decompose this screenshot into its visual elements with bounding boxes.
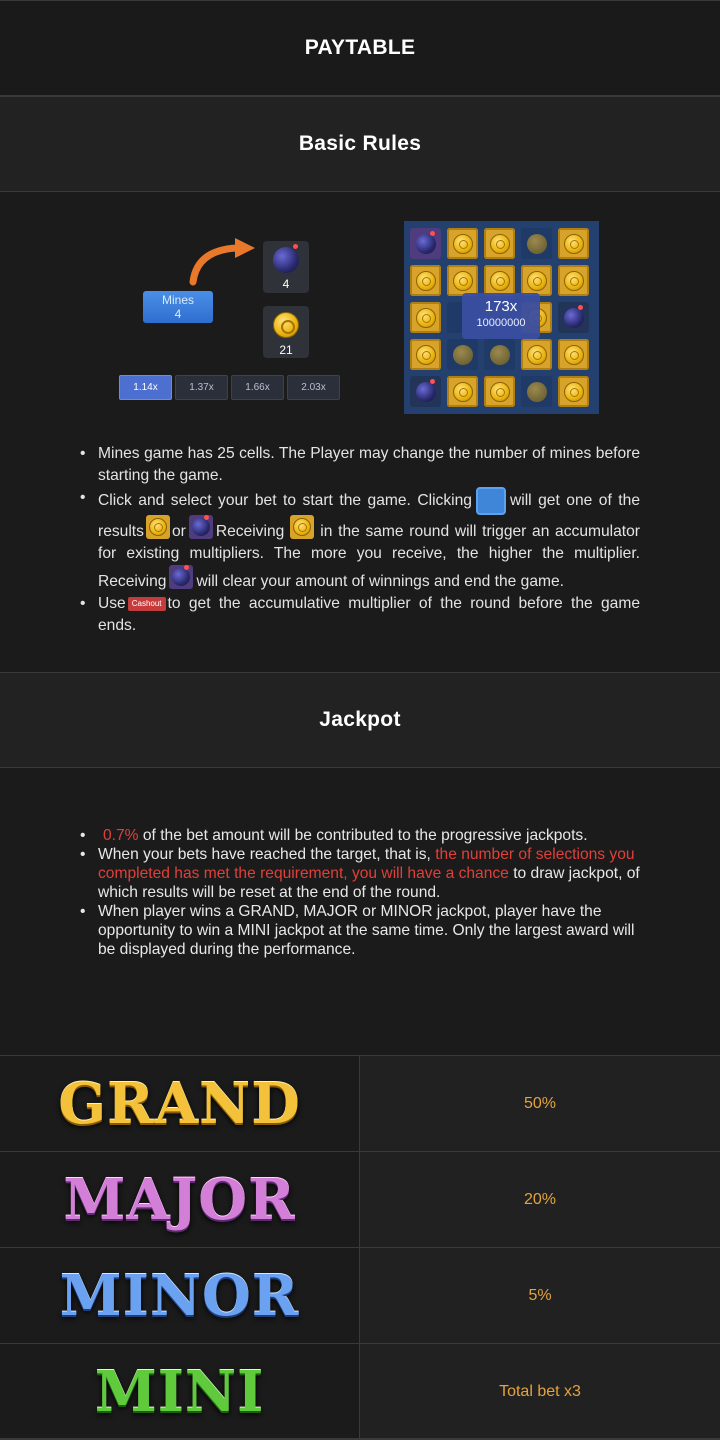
board-cell[interactable] <box>447 376 478 407</box>
board-cell[interactable] <box>521 339 552 370</box>
bomb-icon <box>273 247 299 273</box>
multiplier-step: 1.37x <box>175 375 228 400</box>
board-cell[interactable] <box>521 265 552 296</box>
rule-text: or <box>171 523 186 540</box>
jackpot-row-grand <box>0 1055 720 1151</box>
coin-icon <box>273 312 299 338</box>
rule-text: When your bets have reached the target, that is, <box>98 846 436 863</box>
coin-icon <box>527 271 547 291</box>
coin-icon <box>564 345 584 365</box>
board-cell[interactable] <box>521 228 552 259</box>
rule-text: Mines game has 25 cells. The Player may change the number of mines before starting the game. <box>98 445 640 484</box>
multiplier-step: 1.14x <box>119 375 172 400</box>
coin-icon <box>490 345 510 365</box>
coin-icon <box>453 271 473 291</box>
rule-item <box>80 487 640 593</box>
board-cell[interactable] <box>484 265 515 296</box>
coin-icon <box>527 345 547 365</box>
jackpot-value-cell: 20% <box>360 1152 720 1247</box>
jackpot-value-cell: Total bet x3 <box>360 1344 720 1439</box>
coin-icon <box>453 382 473 402</box>
major-logo: MAJOR <box>63 1166 296 1233</box>
rule-item <box>80 593 640 637</box>
bomb-count-tile <box>263 241 309 293</box>
win-multiplier: 173x <box>484 298 518 315</box>
coin-icon <box>290 515 314 539</box>
board-cell[interactable] <box>521 376 552 407</box>
multiplier-bar <box>119 375 340 400</box>
board-cell[interactable] <box>558 302 589 333</box>
jackpot-row-major <box>0 1151 720 1247</box>
multiplier-step: 1.66x <box>231 375 284 400</box>
rule-text: Click and select your bet to start the game. Clicking <box>98 492 472 510</box>
board-cell[interactable] <box>484 228 515 259</box>
coin-count: 21 <box>279 343 293 357</box>
coin-icon <box>416 271 436 291</box>
jackpot-logo-cell <box>0 1248 360 1343</box>
jackpot-rule-item <box>80 902 640 959</box>
coin-icon <box>416 345 436 365</box>
board-cell[interactable] <box>558 265 589 296</box>
rule-text: in the same round will trigger an accumulator for existing multipliers. The more you receive, the higher the multiplier. Receiving <box>98 523 640 590</box>
win-amount: 10000000 <box>476 317 526 329</box>
cashout-button-icon: Cashout <box>128 597 166 611</box>
bomb-icon <box>416 234 436 254</box>
minor-logo: MINOR <box>59 1262 300 1329</box>
coin-count-tile <box>263 306 309 358</box>
jackpot-row-minor <box>0 1247 720 1343</box>
coin-icon <box>490 234 510 254</box>
basic-rules-list <box>80 443 640 637</box>
coin-icon <box>490 271 510 291</box>
coin-icon <box>146 515 170 539</box>
board-cell[interactable] <box>410 376 441 407</box>
mines-selector-button[interactable] <box>143 291 213 323</box>
rule-item <box>80 443 640 487</box>
rule-text: to draw jackpot, of which results will be reset at the end of the round. <box>98 865 640 901</box>
bomb-count: 4 <box>282 277 290 291</box>
jackpot-rules-list <box>80 826 640 959</box>
rule-text: of the bet amount will be contributed to the progressive jackpots. <box>138 827 588 844</box>
rule-text: will get one of the results <box>98 492 640 540</box>
cell-icon <box>476 487 506 515</box>
board-cell[interactable] <box>410 228 441 259</box>
jackpot-rule-item <box>80 845 640 902</box>
jackpot-rule-item <box>80 826 640 845</box>
board-cell[interactable] <box>447 265 478 296</box>
mines-label: Mines <box>161 293 194 307</box>
board-cell[interactable] <box>484 339 515 370</box>
bomb-icon <box>169 565 193 589</box>
basic-rules-title: Basic Rules <box>0 96 720 192</box>
coin-icon <box>527 234 547 254</box>
coin-icon <box>490 382 510 402</box>
mini-logo: MINI <box>94 1358 265 1425</box>
bomb-icon <box>564 308 584 328</box>
rule-text: to get the accumulative multiplier of the round before the game ends. <box>98 595 640 634</box>
board-cell[interactable] <box>484 376 515 407</box>
bomb-icon <box>189 515 213 539</box>
rule-text: will clear your amount of winnings and end the game. <box>196 573 565 590</box>
rule-text: Use <box>98 595 126 612</box>
board-cell[interactable] <box>558 228 589 259</box>
jackpot-logo-cell <box>0 1152 360 1247</box>
win-popup <box>462 293 540 339</box>
board-cell[interactable] <box>558 339 589 370</box>
grand-logo: GRAND <box>58 1070 301 1137</box>
board-cell[interactable] <box>410 339 441 370</box>
rule-text: When player wins a GRAND, MAJOR or MINOR jackpot, player have the opportunity to win a MINI jackpot at the same time. Only the largest award will be displayed during the performance. <box>98 903 635 958</box>
paytable-title: PAYTABLE <box>0 0 720 96</box>
arrow-icon <box>185 236 265 286</box>
mines-value: 4 <box>174 307 182 321</box>
multiplier-step: 2.03x <box>287 375 340 400</box>
coin-icon <box>564 271 584 291</box>
rule-highlight: the number of selections you completed has met the requirement, you will have a chance <box>98 846 635 882</box>
jackpot-row-mini <box>0 1343 720 1439</box>
coin-icon <box>527 382 547 402</box>
coin-icon <box>416 308 436 328</box>
board-cell[interactable] <box>410 302 441 333</box>
board-cell[interactable] <box>410 265 441 296</box>
board-cell[interactable] <box>447 339 478 370</box>
jackpot-value-cell: 5% <box>360 1248 720 1343</box>
jackpot-title: Jackpot <box>0 672 720 768</box>
jackpot-logo-cell <box>0 1056 360 1151</box>
board-cell[interactable] <box>558 376 589 407</box>
board-cell[interactable] <box>447 228 478 259</box>
coin-icon <box>453 234 473 254</box>
coin-icon <box>453 345 473 365</box>
bomb-icon <box>416 382 436 402</box>
jackpot-logo-cell <box>0 1344 360 1439</box>
contribution-rate: 0.7% <box>103 827 139 844</box>
jackpot-value-cell: 50% <box>360 1056 720 1151</box>
rule-text: Receiving <box>215 523 285 540</box>
coin-icon <box>564 382 584 402</box>
coin-icon <box>564 234 584 254</box>
